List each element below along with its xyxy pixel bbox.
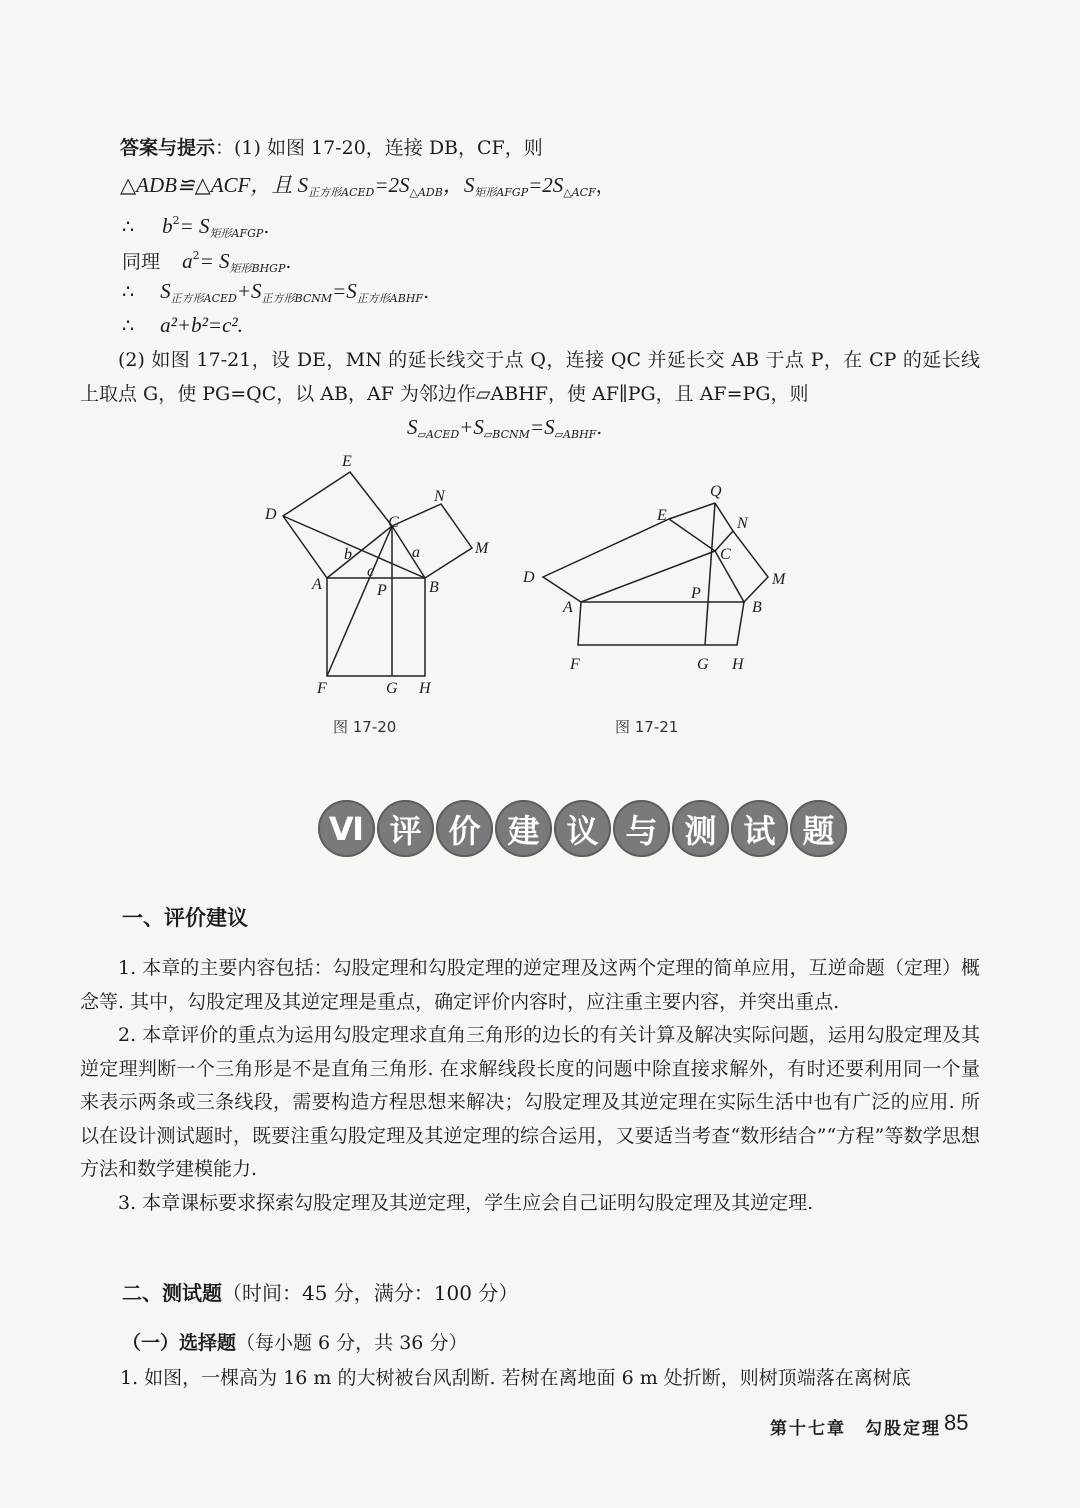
section1-item-2: 2. 本章评价的重点为运用勾股定理求直角三角形的边长的有关计算及解决实际问题，运用勾股定理及其逆定理判断一个三角形是不是直角三角形. 在求解线段长度的问题中除直接求解外，有时还要利用同一个量来表示两条或三条线段，需要构造方程思想来解决；勾股定理及其逆定理在实际生活中也有广泛的应用. 所以在设计测试题时，既要注重勾股定理及其逆定理的综合运用，又要适当考查“数形结合”“方程”等数学思想方法和数学建模能力. bbox=[80, 1024, 980, 1180]
sum-s1: S bbox=[160, 279, 171, 303]
section1-item-1: 1. 本章的主要内容包括：勾股定理和勾股定理的逆定理及这两个定理的简单应用，互逆命题（定理）概念等. 其中，勾股定理及其逆定理是重点，确定评价内容时，应注重主要内容，并突出重点. bbox=[80, 957, 980, 1013]
line-cf bbox=[327, 526, 392, 676]
sum-s1-subscript: 正方形ACED bbox=[170, 292, 237, 305]
fig1-label-c: c bbox=[367, 563, 375, 580]
part2-paragraph bbox=[80, 343, 980, 411]
square-bcnm bbox=[392, 504, 472, 578]
fig2-label-H: H bbox=[732, 656, 744, 673]
answer-line-4 bbox=[122, 243, 291, 282]
a2-period: . bbox=[285, 251, 292, 273]
final-equation: a²+b²=c². bbox=[160, 313, 243, 337]
section2-note: （时间：45 分，满分：100 分） bbox=[222, 1281, 519, 1305]
banner-char-5: 与 bbox=[613, 800, 670, 857]
answer-line-6 bbox=[122, 312, 243, 339]
s2-lead: ，S bbox=[442, 173, 475, 197]
para-s1-subscript: ▱ACED bbox=[417, 428, 460, 441]
question-1: 1. 如图，一棵高为 16 m 的大树被台风刮断. 若树在离地面 6 m 处折断，则树顶端落在离树底 bbox=[120, 1367, 911, 1389]
para-eq: =S bbox=[529, 415, 555, 439]
answer-intro: ：(1) 如图 17-20，连接 DB，CF，则 bbox=[215, 137, 543, 159]
banner-char-1: 评 bbox=[377, 800, 434, 857]
figure-17-20-caption: 图 17-20 bbox=[333, 718, 397, 736]
s2-end: ， bbox=[595, 175, 615, 197]
fig2-label-B: B bbox=[752, 599, 762, 616]
fig1-label-N: N bbox=[434, 488, 445, 505]
section-banner bbox=[318, 800, 847, 857]
s1-rhs-subscript: △ADB bbox=[409, 186, 443, 199]
section2-title: 二、测试题 bbox=[122, 1281, 222, 1305]
section2-subnote: （每小题 6 分，共 36 分） bbox=[236, 1332, 468, 1354]
line-qn bbox=[715, 503, 733, 531]
therefore-symbol: ∴ bbox=[122, 216, 135, 238]
fig1-label-E: E bbox=[342, 453, 352, 470]
b2-exponent: 2 bbox=[172, 214, 180, 227]
fig1-label-B: B bbox=[429, 579, 439, 596]
banner-char-6: 测 bbox=[672, 800, 729, 857]
section2-subtitle: （一）选择题 bbox=[122, 1332, 237, 1354]
section1-body bbox=[80, 952, 980, 1220]
sum-eq: =S bbox=[332, 279, 357, 303]
s2-rhs: =2S bbox=[528, 173, 564, 197]
banner-char-7: 试 bbox=[731, 800, 788, 857]
answer-heading: 答案与提示 bbox=[120, 137, 216, 159]
figure-17-21-caption: 图 17-21 bbox=[615, 718, 679, 736]
fig1-label-D: D bbox=[265, 506, 277, 523]
fig2-label-N: N bbox=[737, 515, 748, 532]
fig2-label-P: P bbox=[691, 585, 701, 602]
b2-lhs: b bbox=[162, 214, 173, 238]
square-abhf bbox=[327, 578, 425, 676]
sum-plus: +S bbox=[236, 279, 262, 303]
s2-rhs-subscript: △ACF bbox=[563, 186, 596, 199]
banner-char-0: Ⅵ bbox=[318, 800, 375, 857]
para-end: . bbox=[596, 417, 603, 439]
fig2-label-F: F bbox=[570, 656, 580, 673]
answer-line-1 bbox=[120, 135, 543, 161]
fig1-label-P: P bbox=[377, 582, 387, 599]
therefore-symbol-2: ∴ bbox=[122, 281, 135, 303]
banner-char-4: 议 bbox=[554, 800, 611, 857]
answer-line-3 bbox=[122, 208, 269, 247]
fig1-label-H: H bbox=[419, 680, 431, 697]
answer-line-2 bbox=[120, 172, 615, 206]
s1-rhs: =2S bbox=[374, 173, 410, 197]
fig2-label-D: D bbox=[523, 569, 535, 586]
page-number: 85 bbox=[944, 1410, 969, 1435]
s1-subscript: 正方形ACED bbox=[308, 186, 375, 199]
fig2-label-G: G bbox=[697, 656, 709, 673]
sum-period: . bbox=[423, 281, 430, 303]
fig2-label-A: A bbox=[563, 599, 573, 616]
fig2-label-M: M bbox=[772, 571, 786, 588]
para-s1: S bbox=[407, 415, 418, 439]
fig1-label-C: C bbox=[388, 514, 399, 531]
answer-line-5 bbox=[122, 278, 429, 312]
parallelogram-bcnm bbox=[715, 531, 768, 602]
fig1-label-F: F bbox=[317, 680, 327, 697]
section1-title: 一、评价建议 bbox=[122, 906, 248, 930]
para-plus: +S bbox=[459, 415, 484, 439]
fig1-label-A: A bbox=[312, 576, 322, 593]
sum-s3-subscript: 正方形ABHF bbox=[356, 292, 424, 305]
banner-char-3: 建 bbox=[495, 800, 552, 857]
parallelogram-equation bbox=[407, 414, 602, 448]
parallelogram-aced bbox=[543, 519, 715, 602]
similarly-text: 同理 bbox=[122, 251, 161, 273]
figure-17-20 bbox=[250, 445, 510, 710]
fig1-label-M: M bbox=[475, 540, 489, 557]
fig2-label-Q: Q bbox=[710, 483, 722, 500]
para-s2-subscript: ▱BCNM bbox=[483, 428, 530, 441]
a2-exponent: 2 bbox=[192, 249, 200, 262]
therefore-symbol-3: ∴ bbox=[122, 315, 135, 337]
a2-subscript: 矩形BHGP bbox=[229, 262, 286, 275]
b2-subscript: 矩形AFGP bbox=[209, 227, 264, 240]
part2-text: (2) 如图 17-21，设 DE，MN 的延长线交于点 Q，连接 QC 并延长交 AB 于点 P，在 CP 的延长线上取点 G，使 PG=QC，以 AB，AF 为邻边作▱ABHF，使 AF∥PG，且 AF=PG，则 bbox=[80, 349, 980, 405]
fig1-label-G: G bbox=[386, 680, 398, 697]
section2-subheading bbox=[122, 1330, 467, 1356]
section2-heading bbox=[122, 1280, 518, 1306]
line-eq bbox=[669, 503, 715, 519]
chapter-footer: 第十七章 勾股定理 bbox=[770, 1419, 941, 1439]
banner-char-2: 价 bbox=[436, 800, 493, 857]
fig2-label-E: E bbox=[657, 507, 667, 524]
parallelogram-abhf bbox=[578, 602, 744, 645]
figure-17-21 bbox=[515, 475, 800, 675]
fig1-label-a: a bbox=[412, 544, 420, 561]
fig1-label-b: b bbox=[344, 546, 352, 563]
fig2-label-C: C bbox=[720, 546, 731, 563]
section1-item-3: 3. 本章课标要求探索勾股定理及其逆定理，学生应会自己证明勾股定理及其逆定理. bbox=[118, 1191, 814, 1214]
b2-eq: = S bbox=[179, 214, 210, 238]
a2-lhs: a bbox=[182, 249, 193, 273]
banner-char-8: 题 bbox=[790, 800, 847, 857]
line-qg bbox=[705, 503, 715, 645]
congruence-text: △ADB≌△ACF，且 S bbox=[120, 173, 309, 197]
sum-s2-subscript: 正方形BCNM bbox=[261, 292, 333, 305]
b2-period: . bbox=[263, 216, 270, 238]
a2-eq: = S bbox=[199, 249, 230, 273]
para-s3-subscript: ▱ABHF bbox=[554, 428, 597, 441]
s2-subscript: 矩形AFGP bbox=[474, 186, 529, 199]
